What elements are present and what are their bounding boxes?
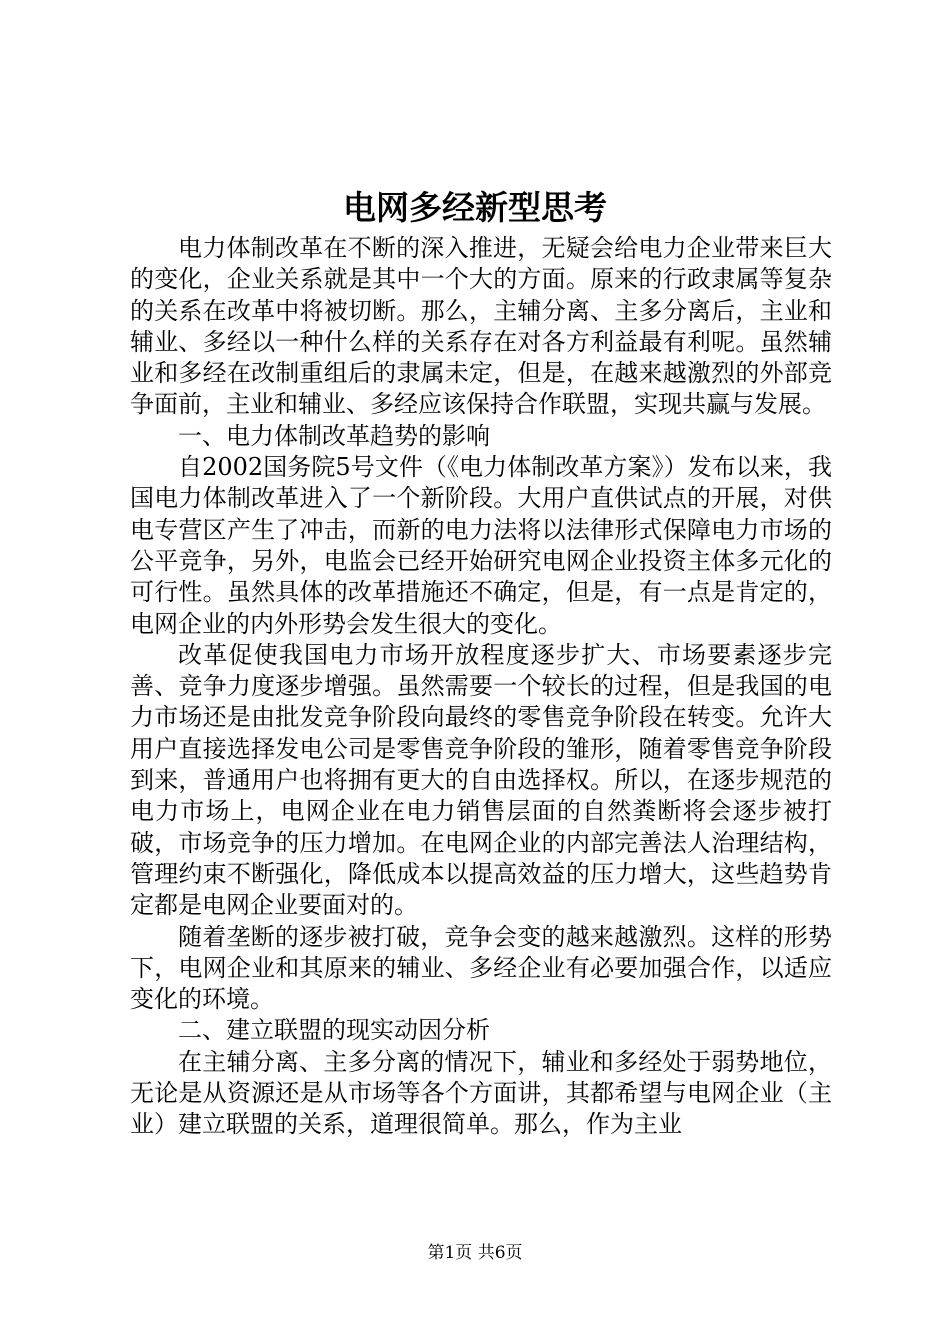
paragraph-alliance-motive: 在主辅分离、主多分离的情况下，辅业和多经处于弱势地位，无论是从资源还是从市场等各个方面讲，其都希望与电网企业（主业）建立联盟的关系，道理很简单。那么，作为主业 (130, 1047, 832, 1139)
section-heading-1: 一、电力体制改革趋势的影响 (178, 421, 490, 450)
paragraph-market-opening: 改革促使我国电力市场开放程度逐步扩大、市场要素逐步完善、竞争力度逐步增强。虽然需要一个较长的过程，但是我国的电力市场还是由批发竞争阶段向最终的零售竞争阶段在转变。允许大用户直接选择发电公司是零售竞争阶段的雏形，随着零售竞争阶段到来，普通用户也将拥有更大的自由选择权。所以，在逐步规范的电力市场上，电网企业在电力销售层面的自然粪断将会逐步被打破，市场竞争的压力增加。在电网企业的内部完善法人治理结构，管理约束不断强化，降低成本以提高效益的压力增大，这些趋势肯定都是电网企业要面对的。 (130, 640, 832, 920)
document-body (130, 233, 832, 1141)
section-heading-2: 二、建立联盟的现实动因分析 (178, 1016, 490, 1045)
paragraph-intro: 电力体制改革在不断的深入推进，无疑会给电力企业带来巨大的变化，企业关系就是其中一个大的方面。原来的行政隶属等复杂的关系在改革中将被切断。那么，主辅分离、主多分离后，主业和辅业、多经以一种什么样的关系存在对各方利益最有利呢。虽然辅业和多经在改制重组后的隶属未定，但是，在越来越激烈的外部竞争面前，主业和辅业、多经应该保持合作联盟，实现共赢与发展。 (130, 234, 832, 419)
page-number-footer: 第1页 共6页 (427, 1243, 523, 1263)
document-title: 电网多经新型思考 (343, 188, 607, 227)
paragraph-reform-document: 自2002国务院5号文件（《电力体制改革方案》）发布以来，我国电力体制改革进入了一个新阶段。大用户直供试点的开展，对供电专营区产生了冲击，而新的电力法将以法律形式保障电力市场的公平竞争，另外，电监会已经开始研究电网企业投资主体多元化的可行性。虽然具体的改革措施还不确定，但是，有一点是肯定的，电网企业的内外形势会发生很大的变化。 (130, 453, 832, 638)
paragraph-competition: 随着垄断的逐步被打破，竞争会变的越来越激烈。这样的形势下，电网企业和其原来的辅业、多经企业有必要加强合作，以适应变化的环境。 (130, 922, 832, 1014)
